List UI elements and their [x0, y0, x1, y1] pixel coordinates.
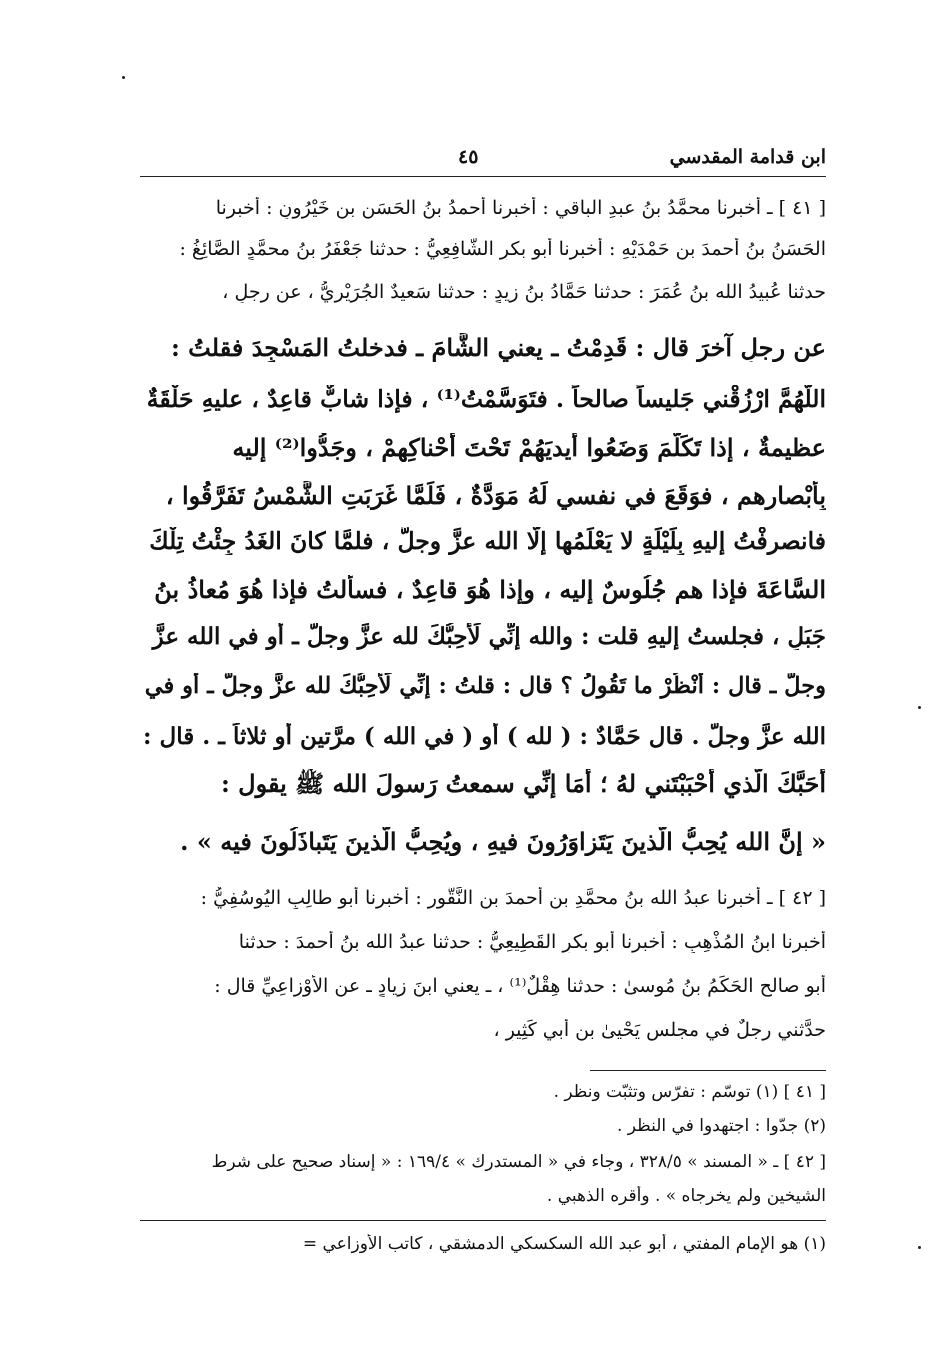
running-header — [140, 142, 826, 177]
text-line: عظيمةٌ ، إذا تَكَلَّمَ وَضَعُوا أيديَهُمْ تَحْتَ أَحْناكِهِمْ ، وجَدُّوا⁽²⁾ إليه — [232, 433, 826, 462]
text-line: وجلَّ ـ قال : أُنْظُرْ ما تَقُولُ ؟ قال : قلتُ : إنِّي لَأُحِبُّكَ لله عزَّ وجلَّ ـ أو في — [144, 673, 826, 699]
text-line: أبو صالحٍ الحَكَمُ بنُ مُوسىٰ : حدثنا هِقْلٌ⁽¹⁾ ، ـ يعني ابنَ زيادٍ ـ عنِ الأَوْزاعِيِّ قال : — [214, 975, 826, 997]
text-line: أخبرنا ابنُ المُذْهِبِ : أخبرنا أبو بكرٍ القَطِيعِيُّ : حدثنا عبدُ الله بنُ أحمدَ : حدثنا — [238, 931, 826, 953]
scan-speck — [918, 1246, 921, 1249]
footnote-rule — [590, 1070, 826, 1071]
footnote-line: (١) هو الإمام المفتي ، أبو عبد الله السكسكي الدمشقي ، كاتب الأوزاعي = — [302, 1234, 826, 1254]
header-title: ابن قدامة المقدسي — [669, 146, 826, 168]
scan-speck — [122, 76, 125, 79]
footnote-separator — [140, 1220, 826, 1221]
text-line: فانصرفْتُ إليهِ بِلَيْلَةٍ لا يَعْلَمُها إلَّا الله عزَّ وجلَّ ، فلمَّا كانَ الغَدُ جِئْتُ تِلْكَ — [149, 527, 826, 555]
footnote-line: الشيخين ولم يخرجاه » . وأقره الذهبي . — [546, 1186, 826, 1206]
text-line: بِأَبْصارِهم ، فوَقَعَ في نفسي لَهُ مَوَدَّةٌ ، فَلَمَّا غَرَبَتِ الشَّمْسُ تَفَرَّقُوا ، — [165, 481, 826, 510]
text-line: السَّاعَةَ فإذا هم جُلُوسٌ إليه ، وإذا هُوَ قاعِدٌ ، فسألتُ فإذا هُوَ مُعاذُ بنُ — [154, 575, 826, 604]
scan-speck — [918, 706, 921, 709]
page-number: ٤٥ — [458, 146, 479, 168]
text-line: [ ٤١ ] ـ أخبرنا محمَّدُ بنُ عبدِ الباقي : أخبرنا أحمدُ بنُ الحَسَنِ بن خَيْرُونٍ : أخبرنا — [215, 197, 826, 219]
footnote-line: (٢) جدّوا : اجتهدوا في النظر . — [616, 1116, 826, 1136]
footnote-line: [ ٤١ ] (١) توسّم : تفرّس وتثبّت ونظر . — [553, 1082, 826, 1102]
text-line: حدثنا عُبيدُ الله بنُ عُمَرَ : حدثنا حَمَّادُ بنُ زيدٍ : حدثنا سَعيدٌ الجُرَيْرِيُّ ، عن رجلٍ ، — [222, 281, 826, 303]
footnote-line: [ ٤٢ ] ـ « المسند » ٣٢٨/٥ ، وجاء في « المستدرك » ١٦٩/٤ : « إسناد صحيح على شرط — [211, 1152, 826, 1172]
text-line: اللَّهُمَّ ارْزُقْني جَليساً صالحاً . فتَوَسَّمْتُ⁽¹⁾ ، فإذا شابٌّ قاعِدٌ ، عليهِ حَلْقَةٌ — [146, 385, 826, 413]
text-line: [ ٤٢ ] ـ أخبرنا عبدُ الله بنُ محمَّدِ بن أحمدَ بنِ النَّقُّورِ : أخبرنا أبو طالِبٍ اليُوسُفِيُّ : — [200, 887, 826, 909]
text-line: جَبَلٍ ، فجلستُ إليهِ قلت : والله إنِّي لَأُحِبُّكَ لله عزَّ وجلَّ ـ أو في الله عزَّ — [152, 623, 826, 650]
text-line: أَحَبَّكَ الَّذي أَحْبَبْتَني لهُ ؛ أَمَا إنِّي سمعتُ رَسولَ الله ﷺ يقول : — [220, 769, 826, 798]
text-line: الحَسَنُ بنُ أحمدَ بن حَمْدَيْهِ : أخبرنا أبو بكرٍ الشَّافِعِيُّ : حدثنا جَعْفَرُ بنُ محمَّدٍ الصَّائِغُ : — [179, 238, 826, 260]
text-line: حدَّثني رجلٌ في مجلسِ يَحْيىٰ بنِ أبي كَثِيرٍ ، — [493, 1019, 826, 1041]
text-line: « إنَّ الله يُحِبُّ الَّذينَ يَتَزاوَرُونَ فيهِ ، ويُحِبُّ الَّذينَ يَتَباذَلُونَ فيه » . — [180, 827, 826, 856]
text-line: عن رجلٍ آخرَ قال : قَدِمْتُ ـ يعني الشَّامَ ـ فدخلتُ المَسْجِدَ فقلتُ : — [170, 333, 826, 362]
text-line: الله عزَّ وجلَّ . قال حَمَّادٌ : ( لله ) أو ( في الله ) مرَّتين أو ثلاثاً ـ . قال : — [143, 723, 826, 750]
